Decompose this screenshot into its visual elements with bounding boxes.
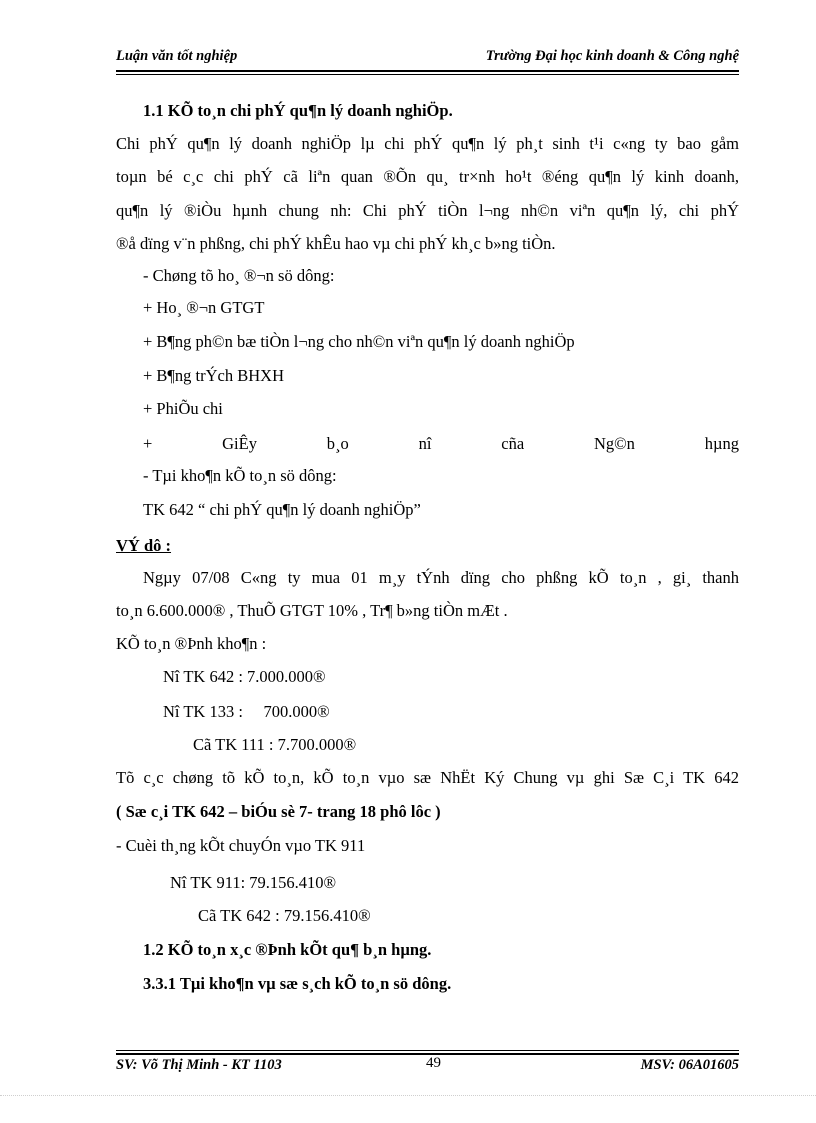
journal-entry: Cã TK 111 : 7.700.000® xyxy=(193,735,357,754)
paragraph-line: toµn bé c¸c chi phÝ cã liªn quan ®Õn qu¸ tr×nh ho¹t ®éng qu¶n lý kinh doanh, xyxy=(116,167,739,186)
document-item-justified xyxy=(143,434,739,454)
documents-title: - Chøng tõ ho¸ ®¬n sö dông: xyxy=(143,266,335,285)
header-thesis-label: Luận văn tốt nghiệp xyxy=(116,48,238,64)
word: GiÊy xyxy=(222,434,257,453)
reference-line: ( Sæ c¸i TK 642 – biÓu sè 7- trang 18 phô lôc ) xyxy=(116,802,441,821)
closing-entry: Nî TK 911: 79.156.410® xyxy=(170,873,337,892)
paragraph-line: ®å dïng v¨n phßng, chi phÝ khÊu hao vµ chi phÝ kh¸c b»ng tiÒn. xyxy=(116,234,556,253)
footer-student-name: SV: Võ Thị Minh - KT 1103 xyxy=(116,1057,282,1073)
example-label: VÝ dô : xyxy=(116,536,172,555)
page-footer xyxy=(116,1057,739,1077)
header-rule-thin xyxy=(116,74,739,75)
document-item: + Ho¸ ®¬n GTGT xyxy=(143,298,265,317)
section-heading-1-1: 1.1 KÕ to¸n chi phÝ qu¶n lý doanh nghiÖp. xyxy=(143,101,453,120)
account-item: TK 642 “ chi phÝ qu¶n lý doanh nghiÖp” xyxy=(143,500,421,519)
word: cña xyxy=(501,434,525,453)
accounts-title: - Tµi kho¶n kÕ to¸n sö dông: xyxy=(143,466,337,485)
record-line: Tõ c¸c chøng tõ kÕ to¸n, kÕ to¸n vµo sæ NhËt Ký Chung vµ ghi Sæ C¸i TK 642 xyxy=(116,768,739,787)
word: Ng©n xyxy=(593,434,635,453)
paragraph-line: Chi phÝ qu¶n lý doanh nghiÖp lµ chi phÝ qu¶n lý ph¸t sinh t¹i c«ng ty bao gåm xyxy=(116,134,739,153)
paragraph-line: qu¶n lý ®iÒu hµnh chung nh: Chi phÝ tiÒn l¬ng nh©n viªn qu¶n lý, chi phÝ xyxy=(116,201,739,220)
page-number: 49 xyxy=(426,1055,441,1071)
document-item: + PhiÕu chi xyxy=(143,399,223,418)
page-edge-dotted-line xyxy=(0,1095,816,1096)
example-line: Ngµy 07/08 C«ng ty mua 01 m¸y tÝnh dïng cho phßng kÕ to¸n , gi¸ thanh xyxy=(143,568,739,587)
header-rule-thick xyxy=(116,70,739,72)
entry-title: KÕ to¸n ®Þnh kho¶n : xyxy=(116,634,267,653)
journal-entry: Nî TK 642 : 7.000.000® xyxy=(163,667,326,686)
word: b¸o xyxy=(326,434,349,453)
section-heading-1-2: 1.2 KÕ to¸n x¸c ®Þnh kÕt qu¶ b¸n hµng. xyxy=(143,940,432,959)
footer-rule-thin xyxy=(116,1050,739,1051)
document-item: + B¶ng ph©n bæ tiÒn l¬ng cho nh©n viªn qu¶n lý doanh nghiÖp xyxy=(143,332,575,351)
closing-title: - Cuèi th¸ng kÕt chuyÓn vµo TK 911 xyxy=(116,836,366,855)
header-university-name: Trường Đại học kinh doanh & Công nghệ xyxy=(485,48,739,64)
journal-entry: Nî TK 133 : 700.000® xyxy=(163,702,330,721)
word: hµng xyxy=(704,434,739,453)
footer-student-id: MSV: 06A01605 xyxy=(640,1057,739,1073)
word: nî xyxy=(418,434,432,453)
section-heading-3-3-1: 3.3.1 Tµi kho¶n vµ sæ s¸ch kÕ to¸n sö dông. xyxy=(143,974,452,993)
document-item: + B¶ng trÝch BHXH xyxy=(143,366,284,385)
page-header xyxy=(116,48,739,70)
closing-entry: Cã TK 642 : 79.156.410® xyxy=(198,906,371,925)
word: + xyxy=(143,434,153,453)
example-line: to¸n 6.600.000® , ThuÕ GTGT 10% , Tr¶ b»ng tiÒn mÆt . xyxy=(116,601,508,620)
